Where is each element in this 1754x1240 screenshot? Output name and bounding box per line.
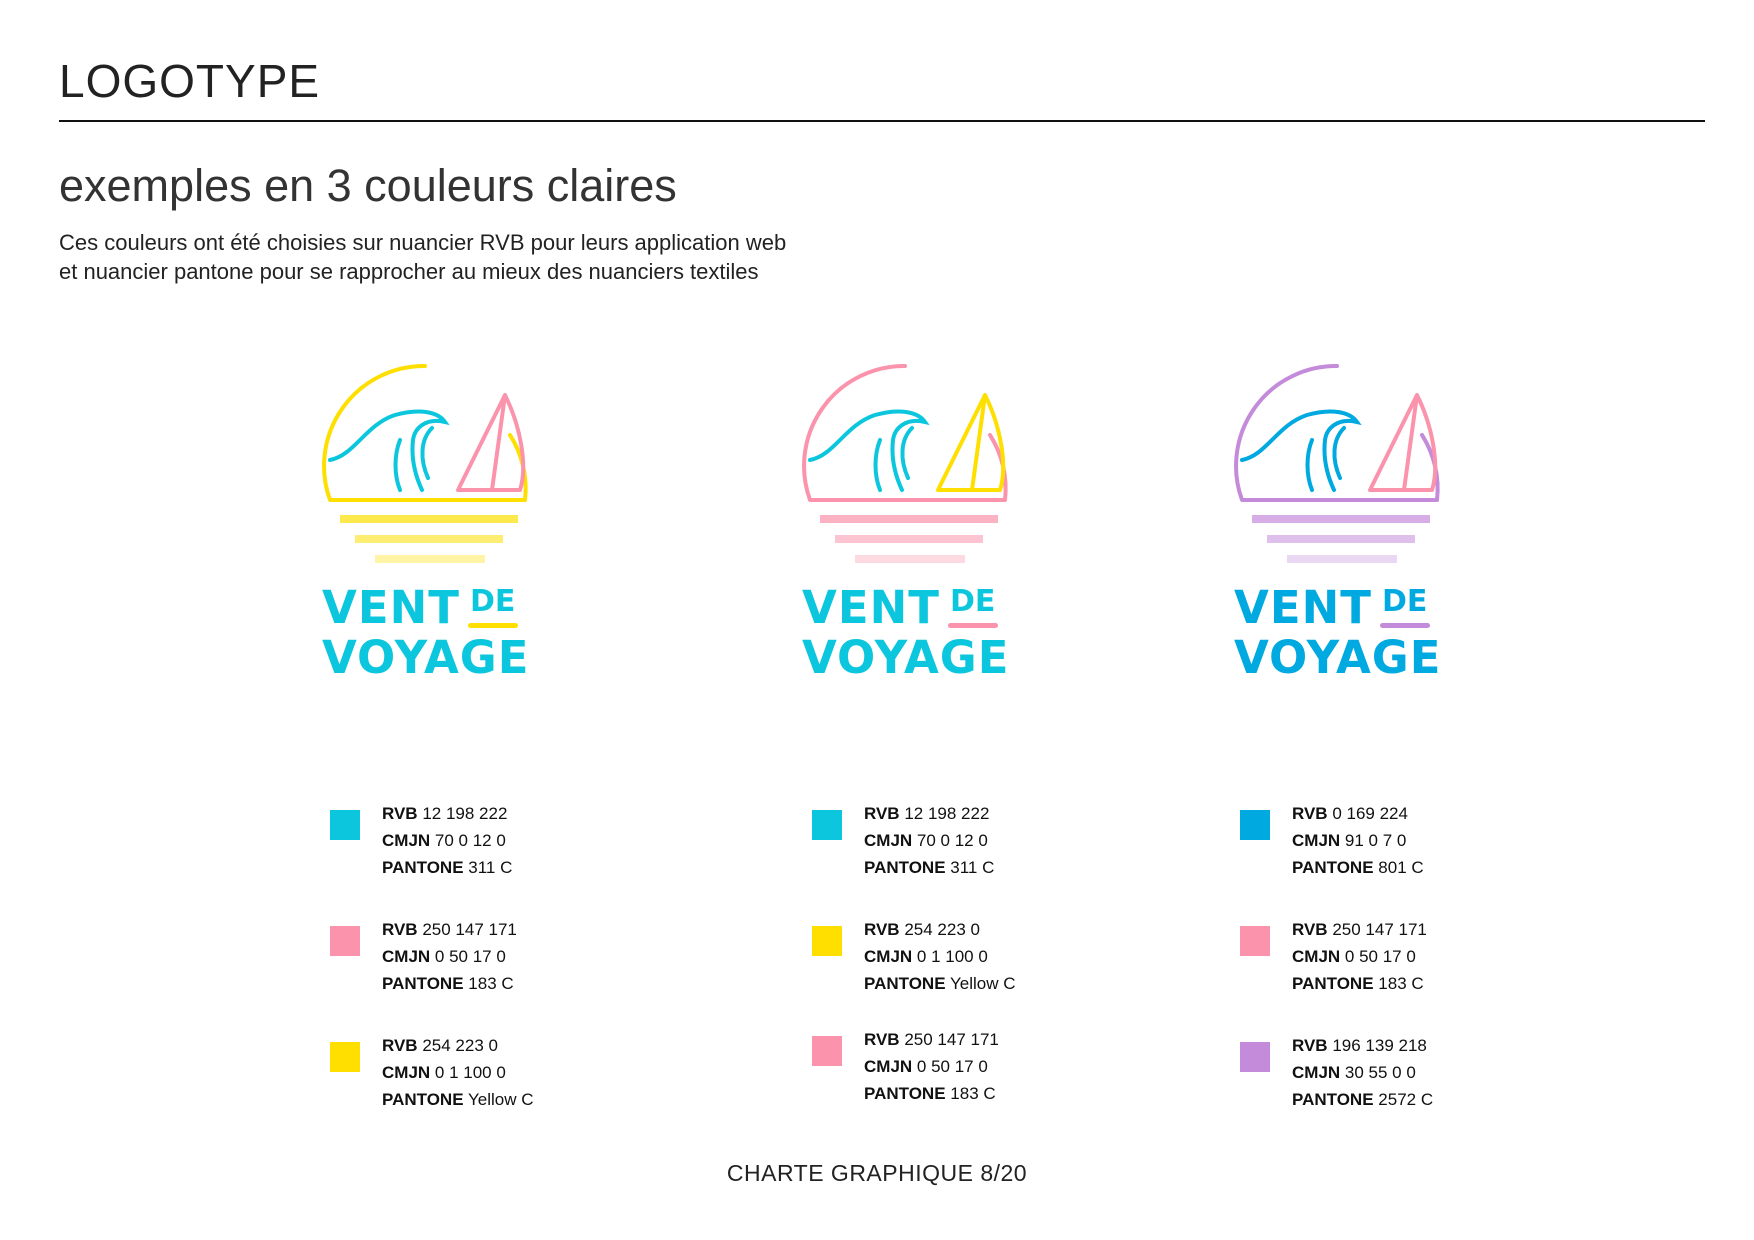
pantone-label: PANTONE <box>382 974 464 993</box>
rvb-label: RVB <box>1292 920 1328 939</box>
color-entry <box>1240 1032 1500 1122</box>
logo-word-de: DE <box>470 584 516 619</box>
rvb-value: 196 139 218 <box>1332 1036 1427 1055</box>
pantone-label: PANTONE <box>1292 974 1374 993</box>
logo-word-vent: VENT <box>1234 581 1372 634</box>
logo-word-de: DE <box>1382 584 1428 619</box>
logo-word-voyage: VOYAGE <box>1234 631 1442 684</box>
pantone-value: 801 C <box>1378 858 1424 877</box>
cmjn-value: 0 1 100 0 <box>434 1063 506 1082</box>
rvb-value: 250 147 171 <box>422 920 517 939</box>
cmjn-label: CMJN <box>382 1063 431 1082</box>
color-swatch <box>1240 926 1270 956</box>
rvb-value: 0 169 224 <box>1332 804 1408 823</box>
pantone-label: PANTONE <box>382 1090 464 1109</box>
color-entry <box>812 800 1072 890</box>
color-entry <box>1240 800 1500 890</box>
cmjn-value: 70 0 12 0 <box>434 831 506 850</box>
color-swatch <box>812 810 842 840</box>
logo-word-voyage: VOYAGE <box>802 631 1010 684</box>
pantone-value: 2572 C <box>1378 1090 1434 1109</box>
pantone-value: 311 C <box>468 858 513 877</box>
cmjn-value: 0 1 100 0 <box>916 947 988 966</box>
logo-emblem <box>1232 360 1452 580</box>
logo-de-underline <box>1380 623 1430 628</box>
rvb-label: RVB <box>1292 1036 1328 1055</box>
color-entry <box>812 916 1072 1006</box>
logo-word-voyage: VOYAGE <box>322 631 530 684</box>
header-divider <box>59 120 1705 122</box>
rvb-label: RVB <box>864 1030 900 1049</box>
pantone-label: PANTONE <box>382 858 464 877</box>
cmjn-value: 30 55 0 0 <box>1344 1063 1416 1082</box>
color-swatch <box>330 1042 360 1072</box>
rvb-value: 250 147 171 <box>1332 920 1427 939</box>
cmjn-label: CMJN <box>382 947 431 966</box>
cmjn-value: 0 50 17 0 <box>916 1057 988 1076</box>
cmjn-label: CMJN <box>1292 947 1341 966</box>
section-title: exemples en 3 couleurs claires <box>59 160 677 211</box>
intro-line-1: Ces couleurs ont été choisies sur nuancier RVB pour leurs application web <box>59 230 787 255</box>
logo-word-vent: VENT <box>802 581 940 634</box>
cmjn-label: CMJN <box>864 1057 913 1076</box>
rvb-label: RVB <box>382 804 418 823</box>
page-footer: CHARTE GRAPHIQUE 8/20 <box>726 1160 1028 1186</box>
rvb-label: RVB <box>382 1036 418 1055</box>
color-swatch <box>1240 1042 1270 1072</box>
pantone-value: 183 C <box>1378 974 1424 993</box>
rvb-label: RVB <box>382 920 418 939</box>
pantone-value: Yellow C <box>467 1090 534 1109</box>
pantone-label: PANTONE <box>1292 1090 1374 1109</box>
color-entry <box>330 1032 590 1122</box>
cmjn-label: CMJN <box>1292 1063 1341 1082</box>
page-title: LOGOTYPE <box>59 55 321 107</box>
pantone-label: PANTONE <box>864 858 946 877</box>
pantone-value: 183 C <box>950 1084 996 1103</box>
cmjn-label: CMJN <box>864 947 913 966</box>
cmjn-value: 70 0 12 0 <box>916 831 988 850</box>
logo-de-underline <box>468 623 518 628</box>
intro-line-2: et nuancier pantone pour se rapprocher au mieux des nuanciers textiles <box>59 259 759 284</box>
intro-text <box>59 228 786 286</box>
logo-word-de: DE <box>950 584 996 619</box>
rvb-value: 250 147 171 <box>904 1030 999 1049</box>
pantone-value: Yellow C <box>949 974 1016 993</box>
pantone-label: PANTONE <box>864 1084 946 1103</box>
logo-variant-1 <box>320 360 540 690</box>
color-swatch <box>330 810 360 840</box>
color-swatch <box>812 1036 842 1066</box>
logo-variant-2 <box>800 360 1020 690</box>
logo-emblem <box>800 360 1020 580</box>
logo-de-underline <box>948 623 998 628</box>
cmjn-value: 91 0 7 0 <box>1344 831 1407 850</box>
logo-variant-3 <box>1232 360 1452 690</box>
cmjn-label: CMJN <box>382 831 431 850</box>
cmjn-label: CMJN <box>1292 831 1341 850</box>
rvb-value: 254 223 0 <box>904 920 980 939</box>
logo-word-vent: VENT <box>322 581 460 634</box>
rvb-value: 12 198 222 <box>904 804 990 823</box>
cmjn-value: 0 50 17 0 <box>434 947 506 966</box>
color-entry <box>330 916 590 1006</box>
color-swatch <box>812 926 842 956</box>
pantone-label: PANTONE <box>1292 858 1374 877</box>
color-swatch <box>1240 810 1270 840</box>
cmjn-value: 0 50 17 0 <box>1344 947 1416 966</box>
logo-emblem <box>320 360 540 580</box>
pantone-value: 311 C <box>950 858 995 877</box>
color-swatch <box>330 926 360 956</box>
rvb-label: RVB <box>1292 804 1328 823</box>
pantone-value: 183 C <box>468 974 514 993</box>
rvb-value: 12 198 222 <box>422 804 508 823</box>
rvb-label: RVB <box>864 804 900 823</box>
rvb-value: 254 223 0 <box>422 1036 498 1055</box>
color-entry <box>1240 916 1500 1006</box>
color-entry <box>812 1026 1072 1116</box>
pantone-label: PANTONE <box>864 974 946 993</box>
cmjn-label: CMJN <box>864 831 913 850</box>
color-entry <box>330 800 590 890</box>
rvb-label: RVB <box>864 920 900 939</box>
